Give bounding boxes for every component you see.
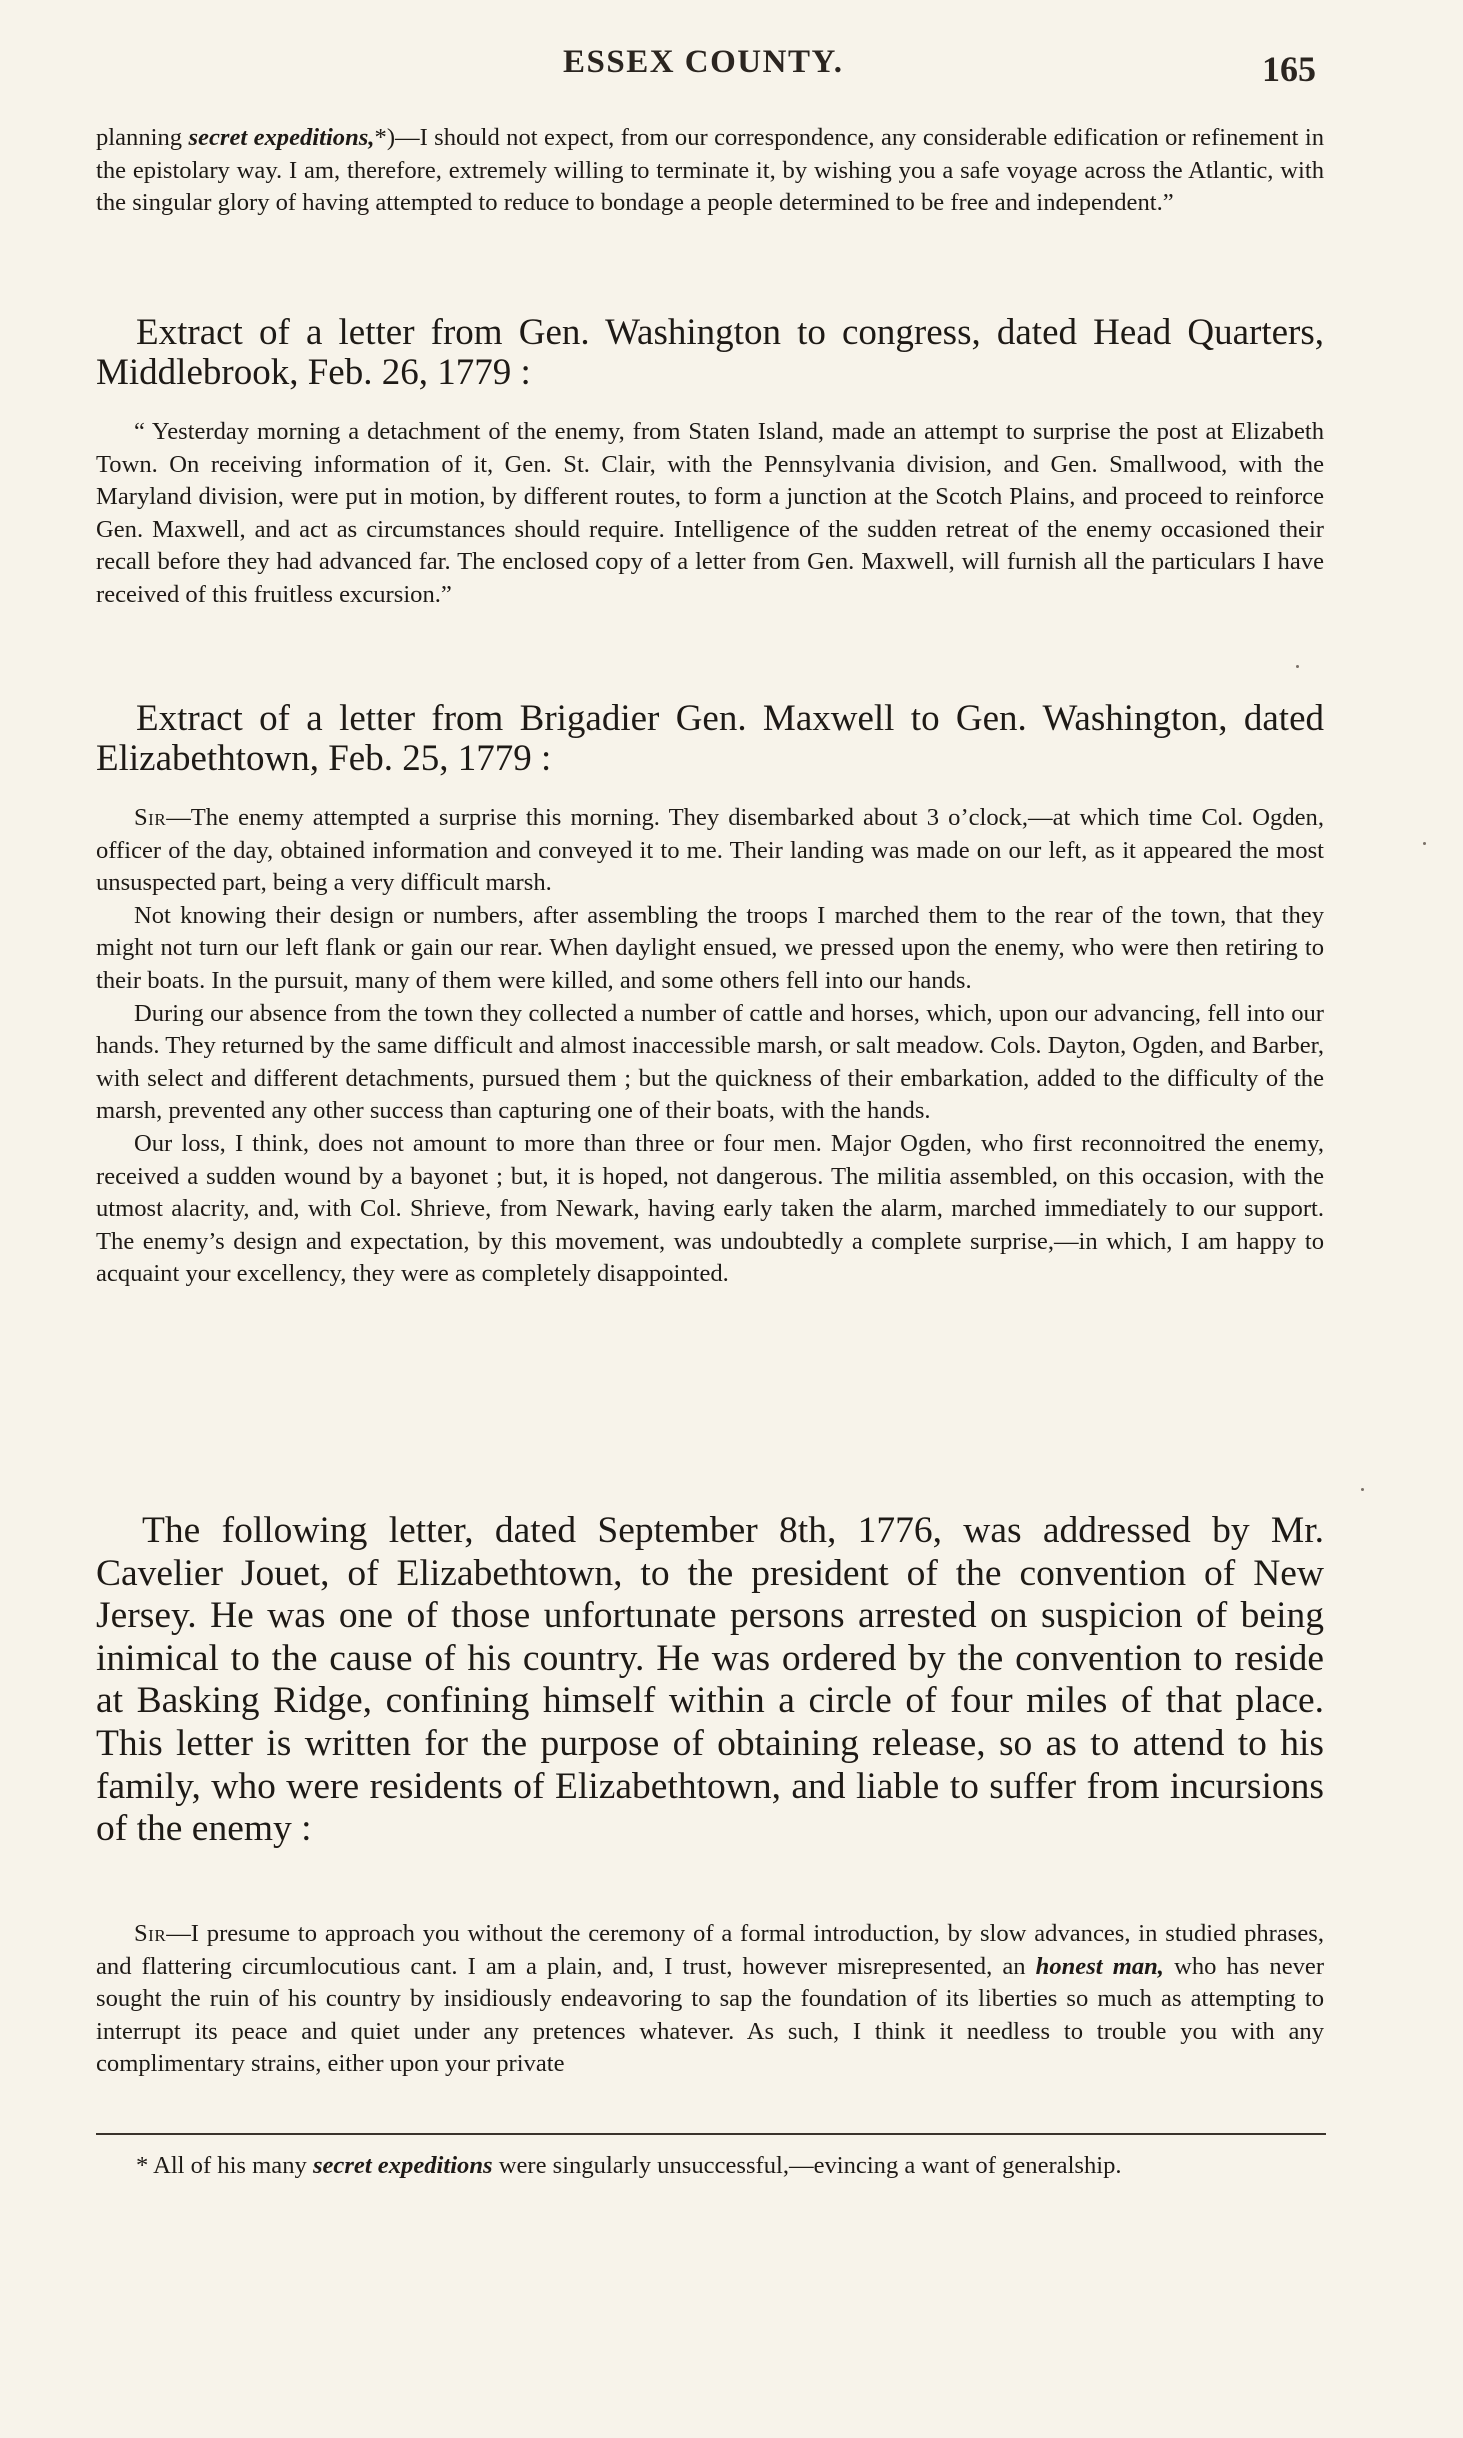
footnote-marker: * <box>136 2152 149 2179</box>
intro-italic: secret expeditions, <box>188 124 375 151</box>
intro-rest: *)—I should not expect, from our correspondence, any considerable edification or refinement in the epistolary way. I am, therefore, extremely willing to terminate it, by wishing you a safe voyage across the Atlantic, with the singular glory of having attempted to reduce to bondage a people determined to be free and independent.” <box>96 124 1324 217</box>
maxwell-paragraph-3: During our absence from the town they collected a number of cattle and horses, which, upon our advancing, fell into our hands. They returned by the same difficult and almost inaccessible marsh, or salt meadow. Cols. Dayton, Ogden, and Barber, with select and different detachments, pursued them ; but the quickness of their embarkation, added to the difficulty of the marsh, prevented any other success than capturing one of their boats, with the hands. <box>96 999 1324 1125</box>
jouet-intro <box>96 1510 1324 1851</box>
footnote <box>96 2150 1328 2182</box>
footnote-rule <box>96 2133 1326 2135</box>
maxwell-extract-heading: Extract of a letter from Brigadier Gen. Maxwell to Gen. Washington, dated Elizabethtown, Feb. 25, 1779 : <box>96 698 1324 779</box>
jouet-italic: honest man, <box>1035 1952 1164 1980</box>
jouet-letter <box>96 1918 1324 2081</box>
intro-paragraph <box>96 122 1324 220</box>
jouet-intro-text: The following letter, dated September 8th, 1776, was addressed by Mr. Cavelier Jouet, of Elizabethtown, to the president of the convention of New Jersey. He was one of those unfortunate persons arrested on suspicion of being inimical to the cause of his country. He was ordered by the convention to reside at Basking Ridge, confining himself within a circle of four miles of that place. This letter is written for the purpose of obtaining release, so as to attend to his family, who were residents of Elizabethtown, and liable to suffer from incursions of the enemy : <box>96 1510 1324 1850</box>
maxwell-paragraph-4: Our loss, I think, does not amount to more than three or four men. Major Ogden, who first reconnoitred the enemy, received a sudden wound by a bayonet ; but, it is hoped, not dangerous. The militia assembled, on this occasion, with the utmost alacrity, and, with Col. Shrieve, from Newark, having early taken the alarm, marched immediately to our support. The enemy’s design and expectation, by this movement, was undoubtedly a complete surprise,—in which, I am happy to acquaint your excellency, they were as completely disappointed. <box>96 1129 1324 1288</box>
maxwell-extract-body <box>96 802 1324 1291</box>
running-head <box>0 44 1463 94</box>
washington-extract-heading: Extract of a letter from Gen. Washington to congress, dated Head Quarters, Middlebrook, Feb. 26, 1779 : <box>96 312 1324 393</box>
jouet-part-1: —I presume to approach you without the ceremony of a formal introduction, by slow advances, in studied phrases, and flattering circumlocutious cant. I am a plain, and, I trust, however misrepresented, an <box>96 1920 1324 1980</box>
page-number: 165 <box>1262 49 1316 89</box>
maxwell-salutation: Sir <box>134 804 167 831</box>
maxwell-paragraph-1-text: —The enemy attempted a surprise this morning. They disembarked about 3 o’clock,—at which time Col. Ogden, officer of the day, obtained information and conveyed it to me. Their landing was made on our left, as it appeared the most unsuspected part, being a very difficult marsh. <box>96 804 1324 897</box>
washington-extract-body <box>96 416 1324 612</box>
running-title: ESSEX COUNTY. <box>563 44 844 80</box>
intro-lead: planning <box>96 124 189 151</box>
paper-speck <box>1361 1488 1364 1491</box>
footnote-italic: secret expeditions <box>312 2152 493 2179</box>
footnote-rest: were singularly unsuccessful,—evincing a want of generalship. <box>492 2152 1122 2179</box>
jouet-letter-text <box>96 1918 1324 2081</box>
maxwell-paragraph-2: Not knowing their design or numbers, after assembling the troops I marched them to the rear of the town, that they might not turn our left flank or gain our rear. When daylight ensued, we pressed upon the enemy, who were then retiring to their boats. In the pursuit, many of them were killed, and some others fell into our hands. <box>96 901 1324 994</box>
jouet-part-2: who has never sought the ruin of his country by insidiously endeavoring to sap the foundation of its liberties so much as attempting to interrupt its peace and quiet under any pretences whatever. As such, I think it needless to trouble you with any complimentary strains, either upon your private <box>96 1952 1325 2078</box>
maxwell-paragraph-1 <box>96 802 1324 900</box>
paper-speck <box>1423 842 1426 845</box>
intro-paragraph-text <box>96 122 1324 220</box>
jouet-salutation: Sir <box>134 1920 167 1947</box>
footnote-lead: All of his many <box>148 2152 313 2179</box>
paper-speck <box>1296 665 1299 668</box>
washington-extract-text: “ Yesterday morning a detachment of the enemy, from Staten Island, made an attempt to surprise the post at Elizabeth Town. On receiving information of it, Gen. St. Clair, with the Pennsylvania division, and Gen. Smallwood, with the Maryland division, were put in motion, by different routes, to form a junction at the Scotch Plains, and proceed to reinforce Gen. Maxwell, and act as circumstances should require. Intelligence of the sudden retreat of the enemy occasioned their recall before they had advanced far. The enclosed copy of a letter from Gen. Maxwell, will furnish all the particulars I have received of this fruitless excursion.” <box>96 418 1324 608</box>
